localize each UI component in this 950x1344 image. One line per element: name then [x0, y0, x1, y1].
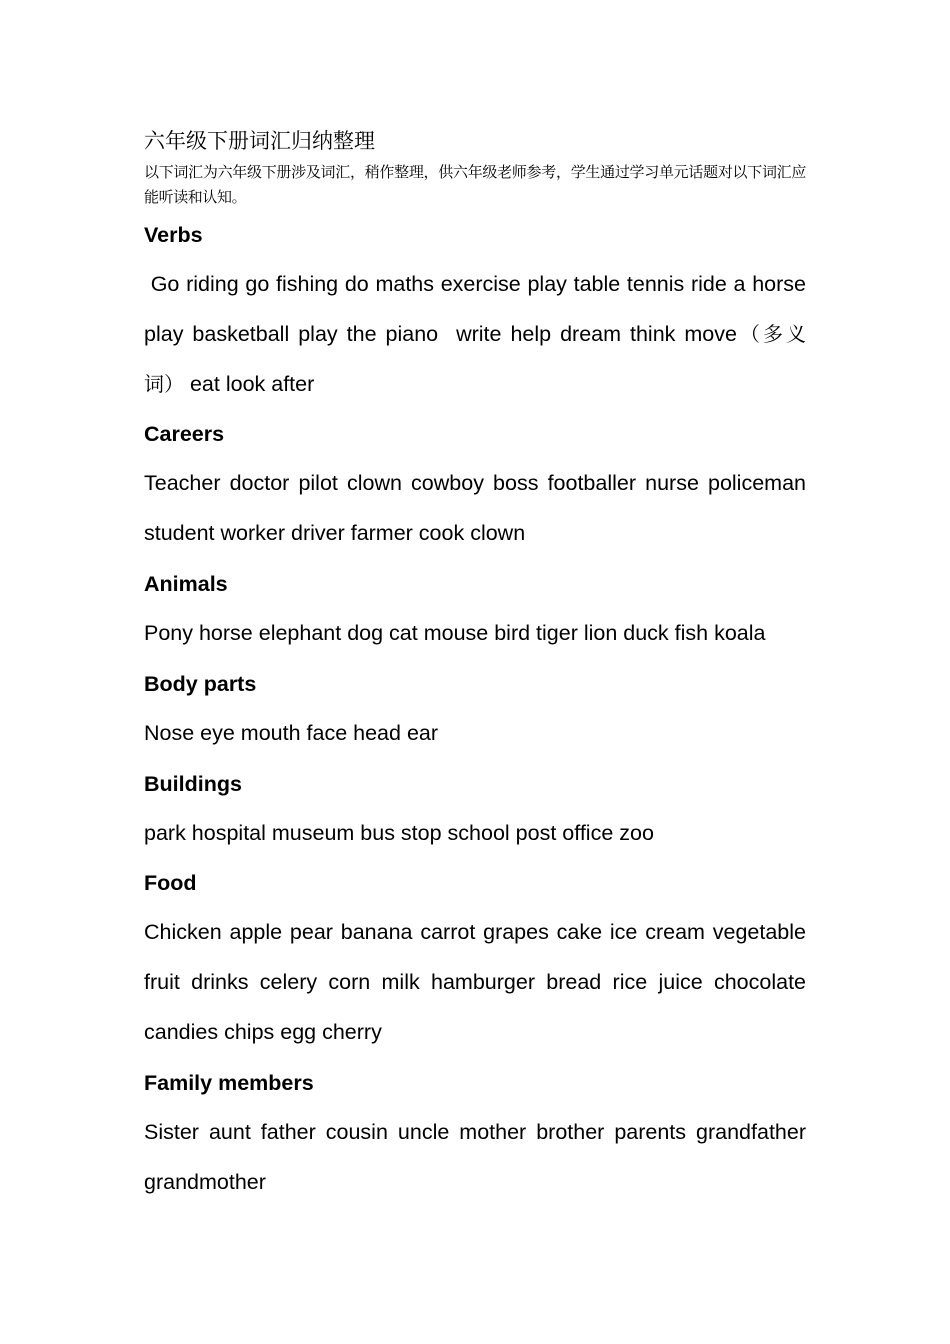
document-intro: 以下词汇为六年级下册涉及词汇，稍作整理，供六年级老师参考，学生通过学习单元话题对以下词汇应能听读和认知。	[144, 163, 806, 206]
verbs-text-part-2: eat look after	[184, 371, 315, 396]
section-careers	[144, 409, 806, 559]
section-body-family-members: Sister aunt father cousin uncle mother brother parents grandfather grandmother	[144, 1119, 806, 1194]
section-body-parts	[144, 659, 806, 759]
section-body-careers: Teacher doctor pilot clown cowboy boss footballer nurse policeman student worker driver farmer cook clown	[144, 471, 806, 546]
section-heading-verbs: Verbs	[144, 223, 203, 247]
section-family-members	[144, 1058, 806, 1208]
section-heading-buildings: Buildings	[144, 771, 242, 796]
section-verbs	[144, 210, 812, 409]
section-animals	[144, 559, 806, 659]
section-heading-body-parts: Body parts	[144, 671, 257, 696]
section-body-verbs	[144, 260, 812, 409]
section-body-animals: Pony horse elephant dog cat mouse bird tiger lion duck fish koala	[144, 620, 766, 645]
section-heading-careers: Careers	[144, 422, 225, 447]
section-heading-food: Food	[144, 871, 197, 896]
section-buildings	[144, 759, 806, 859]
verbs-note-polysemy: （多义词）	[144, 321, 806, 396]
section-heading-family-members: Family members	[144, 1070, 314, 1095]
document-page	[144, 125, 812, 1207]
section-food	[144, 858, 806, 1057]
verbs-text-part-1: Go riding go fishing do maths exercise play table tennis ride a horse play basketball play the piano write help dream think move	[144, 272, 812, 346]
section-body-body-parts: Nose eye mouth face head ear	[144, 720, 439, 745]
document-title: 六年级下册词汇归纳整理	[144, 129, 375, 153]
section-body-buildings: park hospital museum bus stop school post office zoo	[144, 820, 654, 845]
section-body-food: Chicken apple pear banana carrot grapes cake ice cream vegetable fruit drinks celery corn milk hamburger bread rice juice chocolate candies chips egg cherry	[144, 920, 806, 1044]
section-heading-animals: Animals	[144, 571, 228, 596]
